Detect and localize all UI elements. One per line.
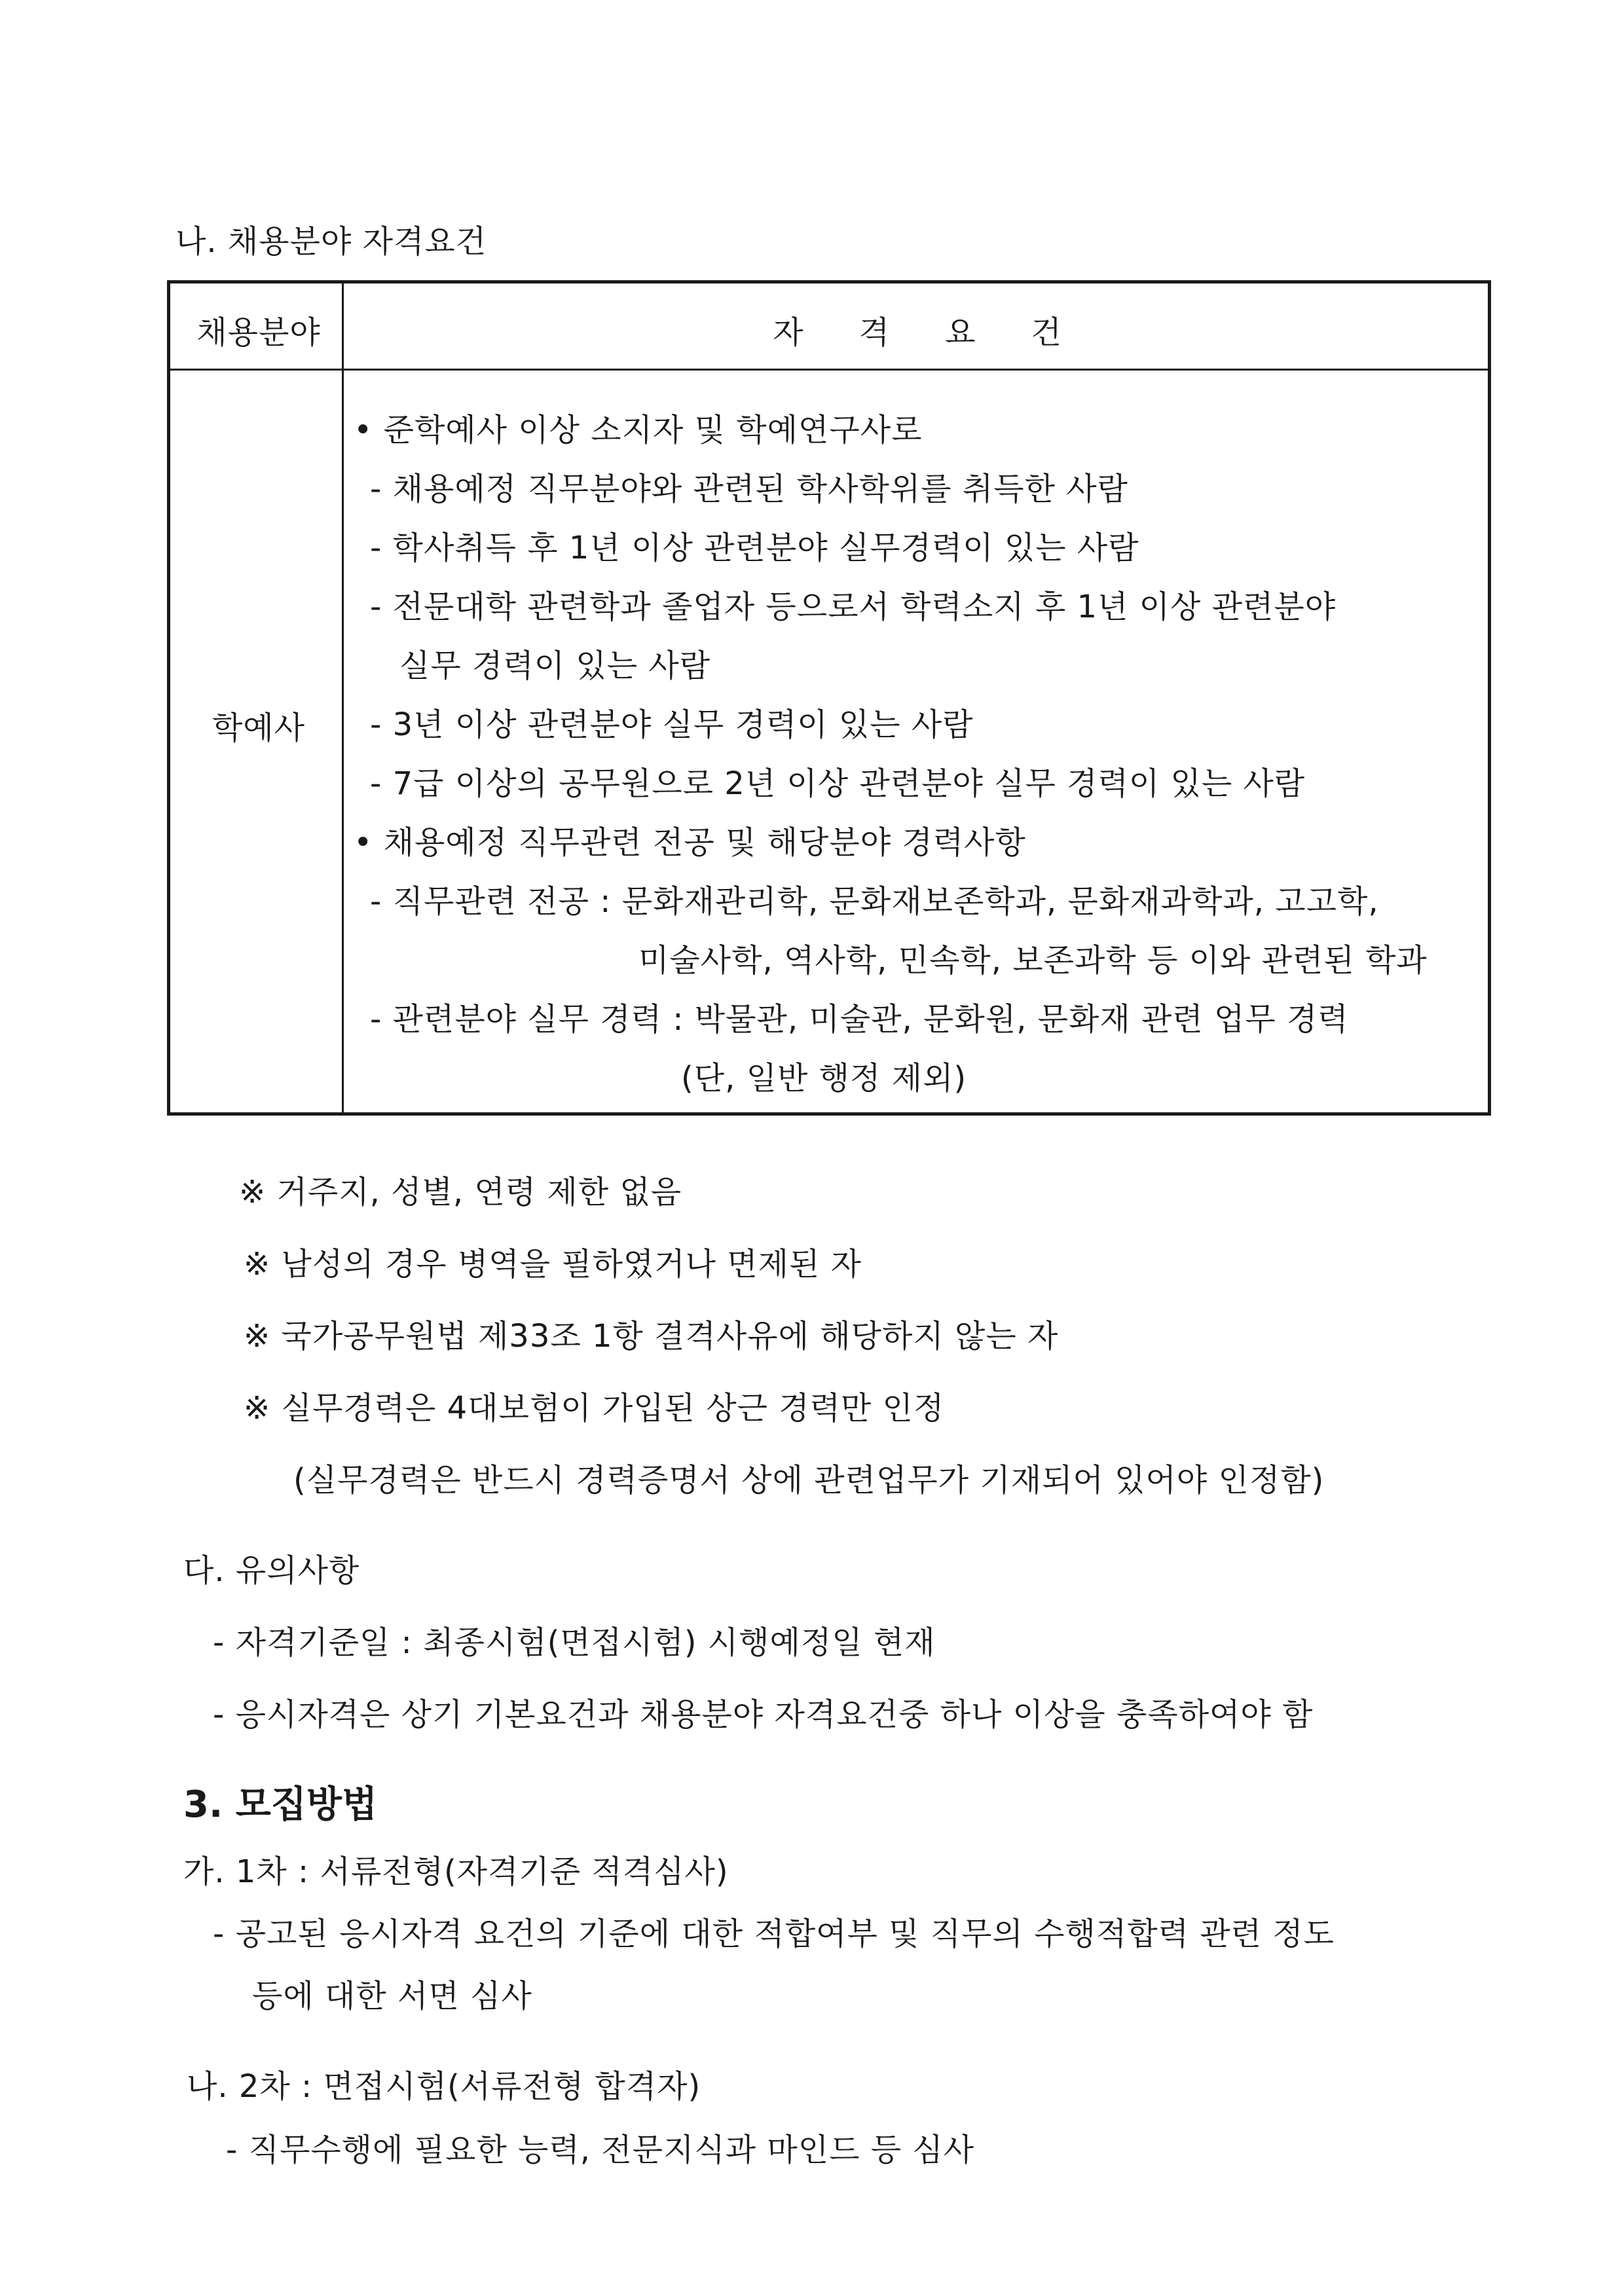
requirement-line: 실무 경력이 있는 사람: [399, 647, 711, 684]
note-item: ※ 남성의 경우 병역을 필하였거나 면제된 자: [244, 1246, 862, 1283]
stage-2-line: - 직무수행에 필요한 능력, 전문지식과 마인드 등 심사: [226, 2132, 975, 2168]
note-item: ※ 국가공무원법 제33조 1항 결격사유에 해당하지 않는 자: [244, 1318, 1059, 1355]
table-column-divider: [342, 283, 344, 1112]
cell-field-curator: 학예사: [212, 710, 306, 746]
header-requirements-char: 건: [1031, 314, 1062, 351]
header-requirements-char: 격: [858, 314, 890, 351]
requirement-line: • 준학예사 이상 소지자 및 학예연구사로: [354, 412, 923, 448]
requirement-line: • 채용예정 직무관련 전공 및 해당분야 경력사항: [354, 824, 1026, 861]
requirement-line: - 7급 이상의 공무원으로 2년 이상 관련분야 실무 경력이 있는 사람: [370, 765, 1306, 802]
notice-item: - 응시자격은 상기 기본요건과 채용분야 자격요건중 하나 이상을 충족하여야 함: [213, 1696, 1314, 1733]
note-item: (실무경력은 반드시 경력증명서 상에 관련업무가 기재되어 있어야 인정함): [293, 1462, 1325, 1499]
requirement-line: - 직무관련 전공 : 문화재관리학, 문화재보존학과, 문화재과학과, 고고학,: [370, 883, 1379, 920]
header-requirements-char: 요: [945, 314, 976, 351]
requirement-line: (단, 일반 행정 제외): [681, 1060, 967, 1097]
table-header-divider: [170, 369, 1488, 371]
stage-2-title: 나. 2차 : 면접시험(서류전형 합격자): [187, 2068, 701, 2105]
stage-1-line: 등에 대한 서면 심사: [252, 1978, 532, 2014]
header-field: 채용분야: [196, 314, 321, 351]
section-title-qualifications: 나. 채용분야 자격요건: [175, 223, 487, 260]
requirement-line: 미술사학, 역사학, 민속학, 보존과학 등 이와 관련된 학과: [638, 942, 1428, 979]
requirement-line: - 3년 이상 관련분야 실무 경력이 있는 사람: [370, 706, 974, 743]
stage-1-line: - 공고된 응시자격 요건의 기준에 대한 적합여부 및 직무의 수행적합력 관련 정도: [213, 1916, 1335, 1952]
note-item: ※ 실무경력은 4대보험이 가입된 상근 경력만 인정: [244, 1390, 945, 1427]
section-title-notice: 다. 유의사항: [183, 1552, 360, 1589]
stage-1-title: 가. 1차 : 서류전형(자격기준 적격심사): [183, 1853, 729, 1890]
qualification-table: [167, 280, 1491, 1116]
notice-item: - 자격기준일 : 최종시험(면접시험) 시행예정일 현재: [213, 1624, 936, 1661]
requirement-line: - 채용예정 직무분야와 관련된 학사학위를 취득한 사람: [370, 471, 1128, 507]
header-requirements-char: 자: [773, 314, 804, 351]
header-requirements: [344, 307, 1491, 352]
requirement-line: - 학사취득 후 1년 이상 관련분야 실무경력이 있는 사람: [370, 530, 1139, 566]
requirement-line: - 관련분야 실무 경력 : 박물관, 미술관, 문화원, 문화재 관련 업무 경력: [370, 1001, 1349, 1038]
requirement-line: - 전문대학 관련학과 졸업자 등으로서 학력소지 후 1년 이상 관련분야: [370, 589, 1337, 625]
note-item: ※ 거주지, 성별, 연령 제한 없음: [239, 1174, 682, 1211]
section-title-recruitment-method: 3. 모집방법: [183, 1783, 378, 1826]
